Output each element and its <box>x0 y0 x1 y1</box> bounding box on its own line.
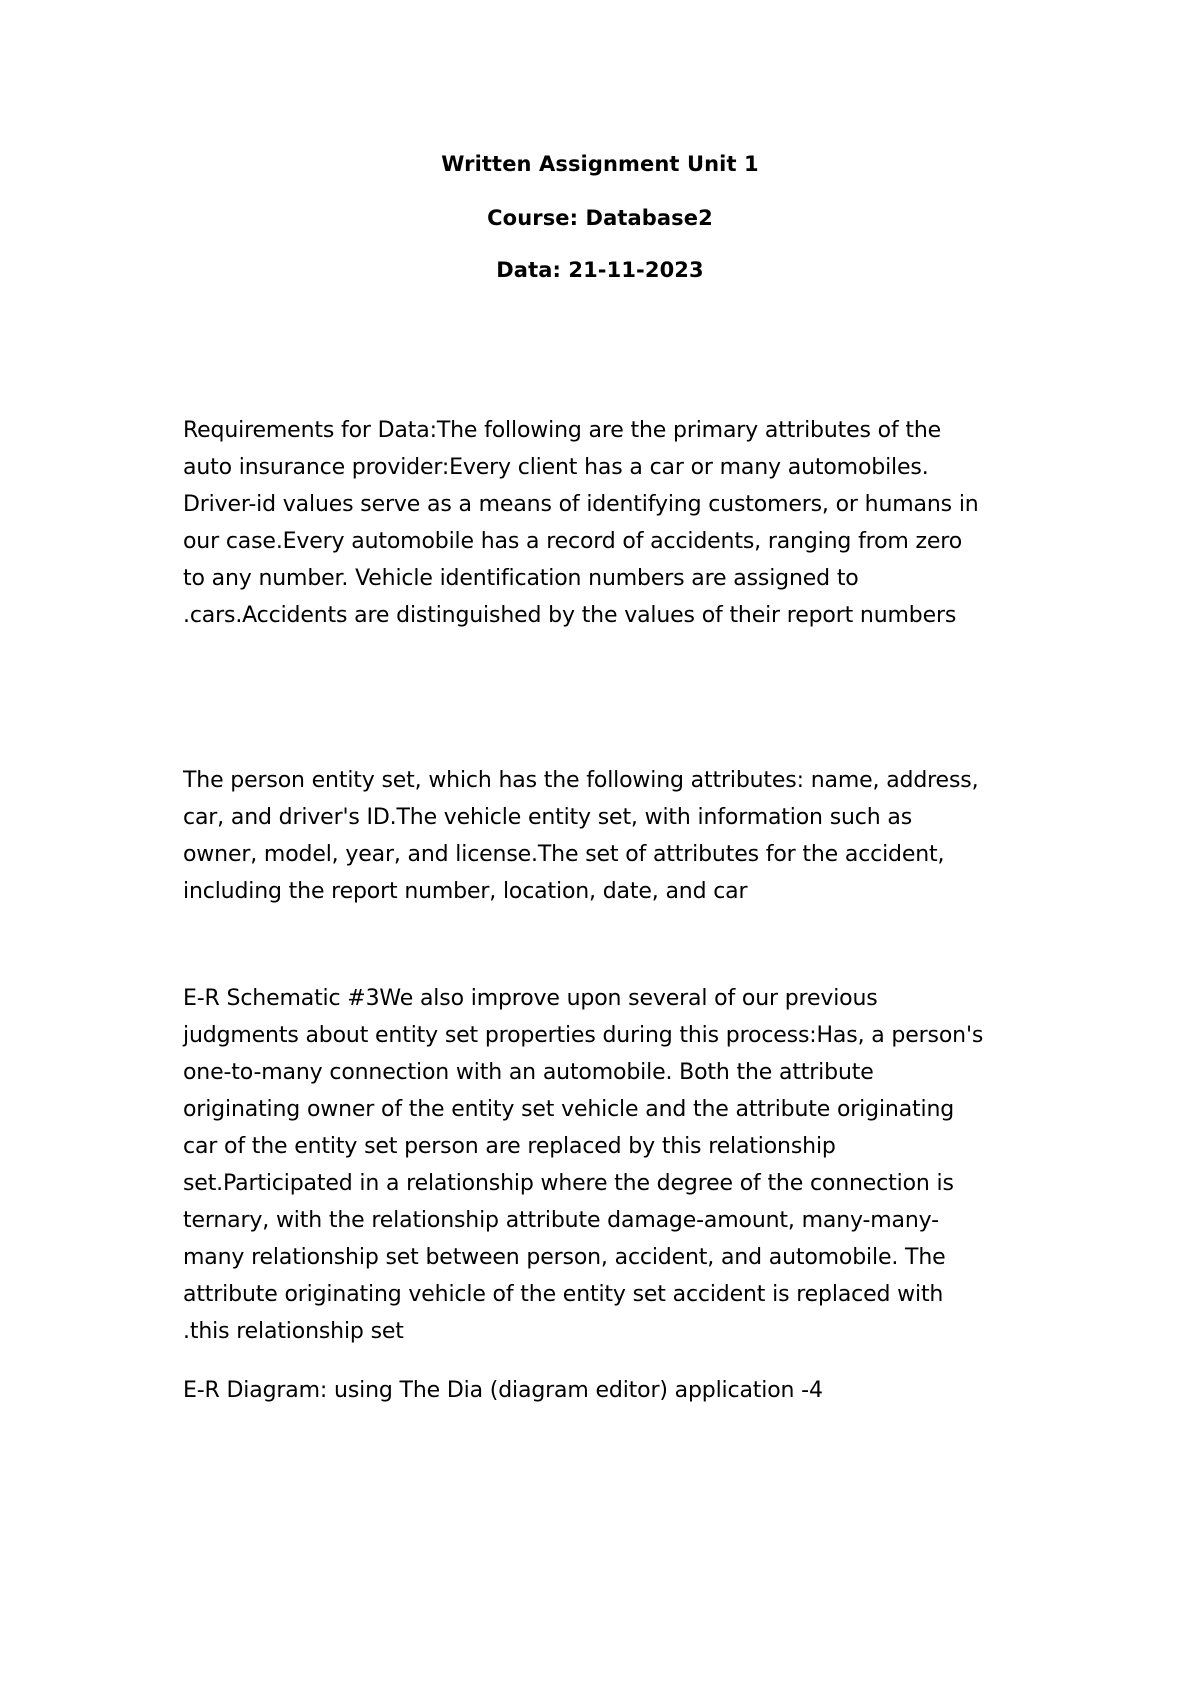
text-line: attribute originating vehicle of the entity set accident is replaced with <box>183 1282 944 1307</box>
text-line: car, and driver's ID.The vehicle entity set, with information such as <box>183 805 913 830</box>
text-line: originating owner of the entity set vehicle and the attribute originating <box>183 1097 955 1122</box>
text-line: Requirements for Data:The following are the primary attributes of the <box>183 418 942 443</box>
text-line: many relationship set between person, accident, and automobile. The <box>183 1245 946 1270</box>
text-line: .cars.Accidents are distinguished by the values of their report numbers <box>183 603 957 628</box>
date-line: Data: 21-11-2023 <box>496 258 704 282</box>
text-line: The person entity set, which has the following attributes: name, address, <box>183 768 979 793</box>
text-line: E-R Schematic #3We also improve upon several of our previous <box>183 986 878 1011</box>
text-line: E-R Diagram: using The Dia (diagram editor) application -4 <box>183 1378 823 1403</box>
text-line: Driver-id values serve as a means of identifying customers, or humans in <box>183 492 979 517</box>
text-line: to any number. Vehicle identification numbers are assigned to <box>183 566 859 591</box>
text-line: judgments about entity set properties during this process:Has, a person's <box>183 1023 984 1048</box>
text-line: auto insurance provider:Every client has a car or many automobiles. <box>183 455 929 480</box>
document-title: Written Assignment Unit 1 <box>441 152 759 176</box>
text-line: owner, model, year, and license.The set of attributes for the accident, <box>183 842 945 867</box>
text-line: car of the entity set person are replaced by this relationship <box>183 1134 836 1159</box>
text-line: our case.Every automobile has a record of accidents, ranging from zero <box>183 529 963 554</box>
text-line: one-to-many connection with an automobile. Both the attribute <box>183 1060 874 1085</box>
course-line: Course: Database2 <box>487 206 713 230</box>
text-line: ternary, with the relationship attribute damage-amount, many-many- <box>183 1208 939 1233</box>
text-line: .this relationship set <box>183 1319 404 1344</box>
text-line: set.Participated in a relationship where the degree of the connection is <box>183 1171 954 1196</box>
text-line: including the report number, location, date, and car <box>183 879 748 904</box>
